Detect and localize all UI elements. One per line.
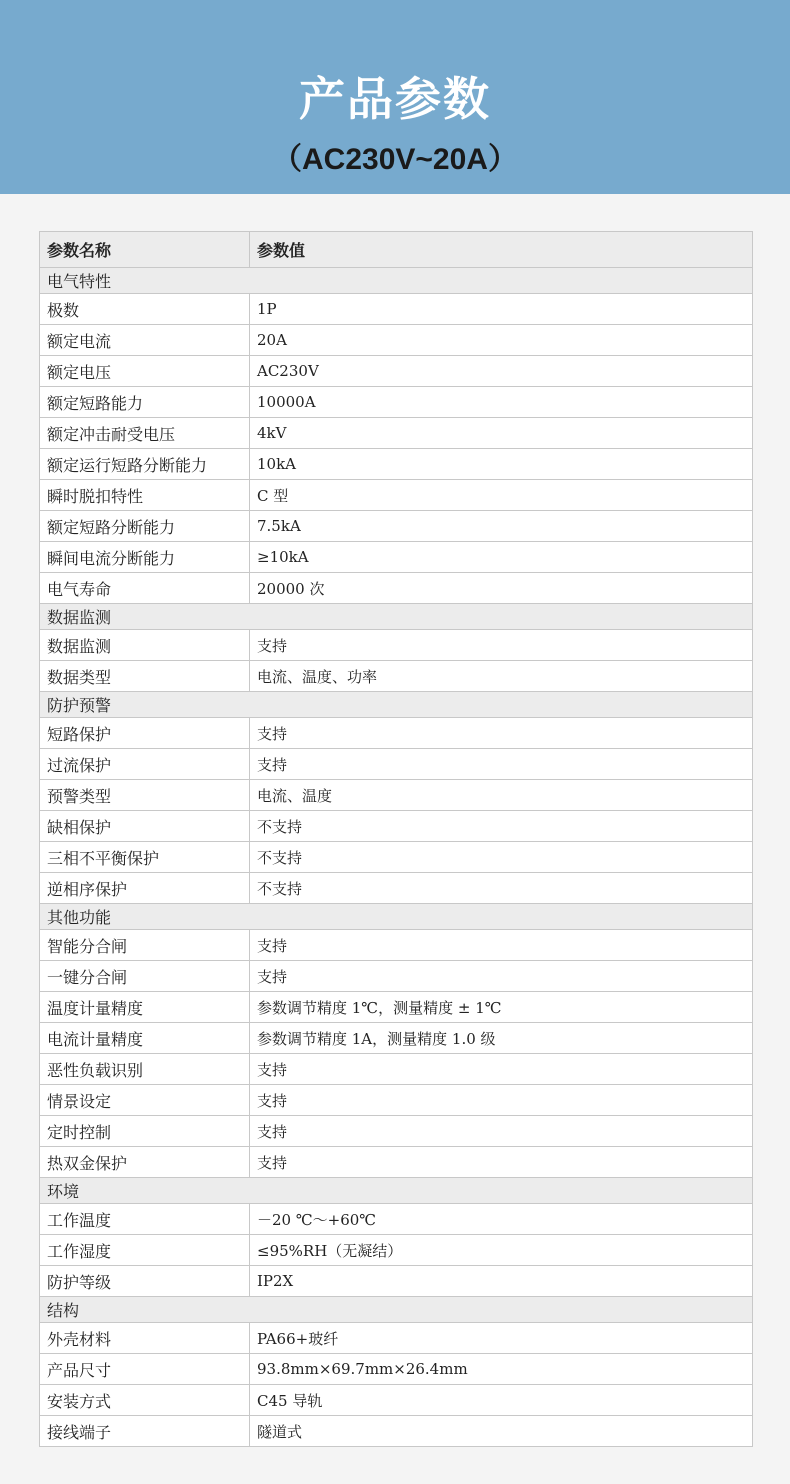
table-row — [40, 930, 753, 961]
param-name: 额定短路分断能力 — [40, 511, 250, 542]
param-name: 安装方式 — [40, 1385, 250, 1416]
param-value: 10kA — [250, 449, 753, 480]
spec-table — [39, 231, 753, 1447]
param-name: 数据类型 — [40, 661, 250, 692]
table-row — [40, 1235, 753, 1266]
param-name: 智能分合闸 — [40, 930, 250, 961]
section-label: 电气特性 — [40, 268, 753, 294]
param-value: 不支持 — [250, 873, 753, 904]
param-value: 支持 — [250, 1147, 753, 1178]
param-value: 支持 — [250, 961, 753, 992]
param-value: 10000A — [250, 387, 753, 418]
spec-table-body — [40, 268, 753, 1447]
param-name: 额定运行短路分断能力 — [40, 449, 250, 480]
param-name: 额定电压 — [40, 356, 250, 387]
param-name: 过流保护 — [40, 749, 250, 780]
param-value: PA66+玻纤 — [250, 1323, 753, 1354]
section-label: 防护预警 — [40, 692, 753, 718]
param-name: 防护等级 — [40, 1266, 250, 1297]
section-label: 环境 — [40, 1178, 753, 1204]
table-row — [40, 1054, 753, 1085]
table-row — [40, 749, 753, 780]
param-name: 一键分合闸 — [40, 961, 250, 992]
param-value: 支持 — [250, 630, 753, 661]
header-banner — [0, 0, 790, 194]
param-name: 逆相序保护 — [40, 873, 250, 904]
section-row — [40, 604, 753, 630]
param-name: 瞬时脱扣特性 — [40, 480, 250, 511]
param-value: 93.8mm×69.7mm×26.4mm — [250, 1354, 753, 1385]
section-row — [40, 1178, 753, 1204]
param-value: IP2X — [250, 1266, 753, 1297]
param-name: 外壳材料 — [40, 1323, 250, 1354]
param-value: 支持 — [250, 1116, 753, 1147]
table-row — [40, 1204, 753, 1235]
param-name: 电流计量精度 — [40, 1023, 250, 1054]
param-name: 额定电流 — [40, 325, 250, 356]
page-subtitle: （AC230V~20A） — [272, 143, 518, 176]
table-row — [40, 542, 753, 573]
table-row — [40, 1323, 753, 1354]
param-value: 不支持 — [250, 811, 753, 842]
table-row — [40, 1266, 753, 1297]
param-value: C 型 — [250, 480, 753, 511]
table-row — [40, 511, 753, 542]
param-value: 参数调节精度 1A，测量精度 1.0 级 — [250, 1023, 753, 1054]
param-value: 支持 — [250, 930, 753, 961]
table-row — [40, 961, 753, 992]
table-row — [40, 630, 753, 661]
param-name: 极数 — [40, 294, 250, 325]
param-value: 电流、温度 — [250, 780, 753, 811]
table-row — [40, 387, 753, 418]
param-value: 支持 — [250, 749, 753, 780]
table-row — [40, 294, 753, 325]
table-row — [40, 1116, 753, 1147]
param-value: 1P — [250, 294, 753, 325]
section-row — [40, 1297, 753, 1323]
column-header-name: 参数名称 — [40, 232, 250, 268]
section-row — [40, 904, 753, 930]
param-name: 额定冲击耐受电压 — [40, 418, 250, 449]
param-name: 产品尺寸 — [40, 1354, 250, 1385]
param-value: 20000 次 — [250, 573, 753, 604]
param-value: 支持 — [250, 1085, 753, 1116]
table-row — [40, 480, 753, 511]
param-value: 20A — [250, 325, 753, 356]
param-name: 数据监测 — [40, 630, 250, 661]
section-label: 数据监测 — [40, 604, 753, 630]
param-name: 接线端子 — [40, 1416, 250, 1447]
table-row — [40, 661, 753, 692]
table-row — [40, 573, 753, 604]
param-name: 短路保护 — [40, 718, 250, 749]
param-name: 工作温度 — [40, 1204, 250, 1235]
table-row — [40, 449, 753, 480]
param-value: AC230V — [250, 356, 753, 387]
table-row — [40, 780, 753, 811]
param-name: 三相不平衡保护 — [40, 842, 250, 873]
table-row — [40, 1085, 753, 1116]
param-name: 预警类型 — [40, 780, 250, 811]
param-value: 参数调节精度 1℃，测量精度 ± 1℃ — [250, 992, 753, 1023]
section-row — [40, 692, 753, 718]
param-name: 温度计量精度 — [40, 992, 250, 1023]
page-title: 产品参数 — [299, 72, 491, 126]
param-name: 恶性负载识别 — [40, 1054, 250, 1085]
param-value: C45 导轨 — [250, 1385, 753, 1416]
table-row — [40, 418, 753, 449]
table-header-row — [40, 232, 753, 268]
param-value: 不支持 — [250, 842, 753, 873]
param-value: ≤95%RH（无凝结） — [250, 1235, 753, 1266]
table-row — [40, 842, 753, 873]
table-row — [40, 1023, 753, 1054]
param-value: 支持 — [250, 718, 753, 749]
param-value: 7.5kA — [250, 511, 753, 542]
param-name: 缺相保护 — [40, 811, 250, 842]
table-row — [40, 1147, 753, 1178]
param-name: 额定短路能力 — [40, 387, 250, 418]
param-name: 电气寿命 — [40, 573, 250, 604]
section-label: 其他功能 — [40, 904, 753, 930]
table-row — [40, 1354, 753, 1385]
param-value: ≥10kA — [250, 542, 753, 573]
table-row — [40, 811, 753, 842]
param-value: 支持 — [250, 1054, 753, 1085]
section-label: 结构 — [40, 1297, 753, 1323]
param-value: 4kV — [250, 418, 753, 449]
param-name: 热双金保护 — [40, 1147, 250, 1178]
param-name: 定时控制 — [40, 1116, 250, 1147]
param-value: 电流、温度、功率 — [250, 661, 753, 692]
table-row — [40, 718, 753, 749]
table-row — [40, 992, 753, 1023]
table-row — [40, 356, 753, 387]
table-row — [40, 1416, 753, 1447]
column-header-value: 参数值 — [250, 232, 753, 268]
param-name: 工作湿度 — [40, 1235, 250, 1266]
section-row — [40, 268, 753, 294]
table-row — [40, 325, 753, 356]
param-value: －20 ℃～+60℃ — [250, 1204, 753, 1235]
param-name: 情景设定 — [40, 1085, 250, 1116]
table-row — [40, 1385, 753, 1416]
param-value: 隧道式 — [250, 1416, 753, 1447]
table-row — [40, 873, 753, 904]
param-name: 瞬间电流分断能力 — [40, 542, 250, 573]
